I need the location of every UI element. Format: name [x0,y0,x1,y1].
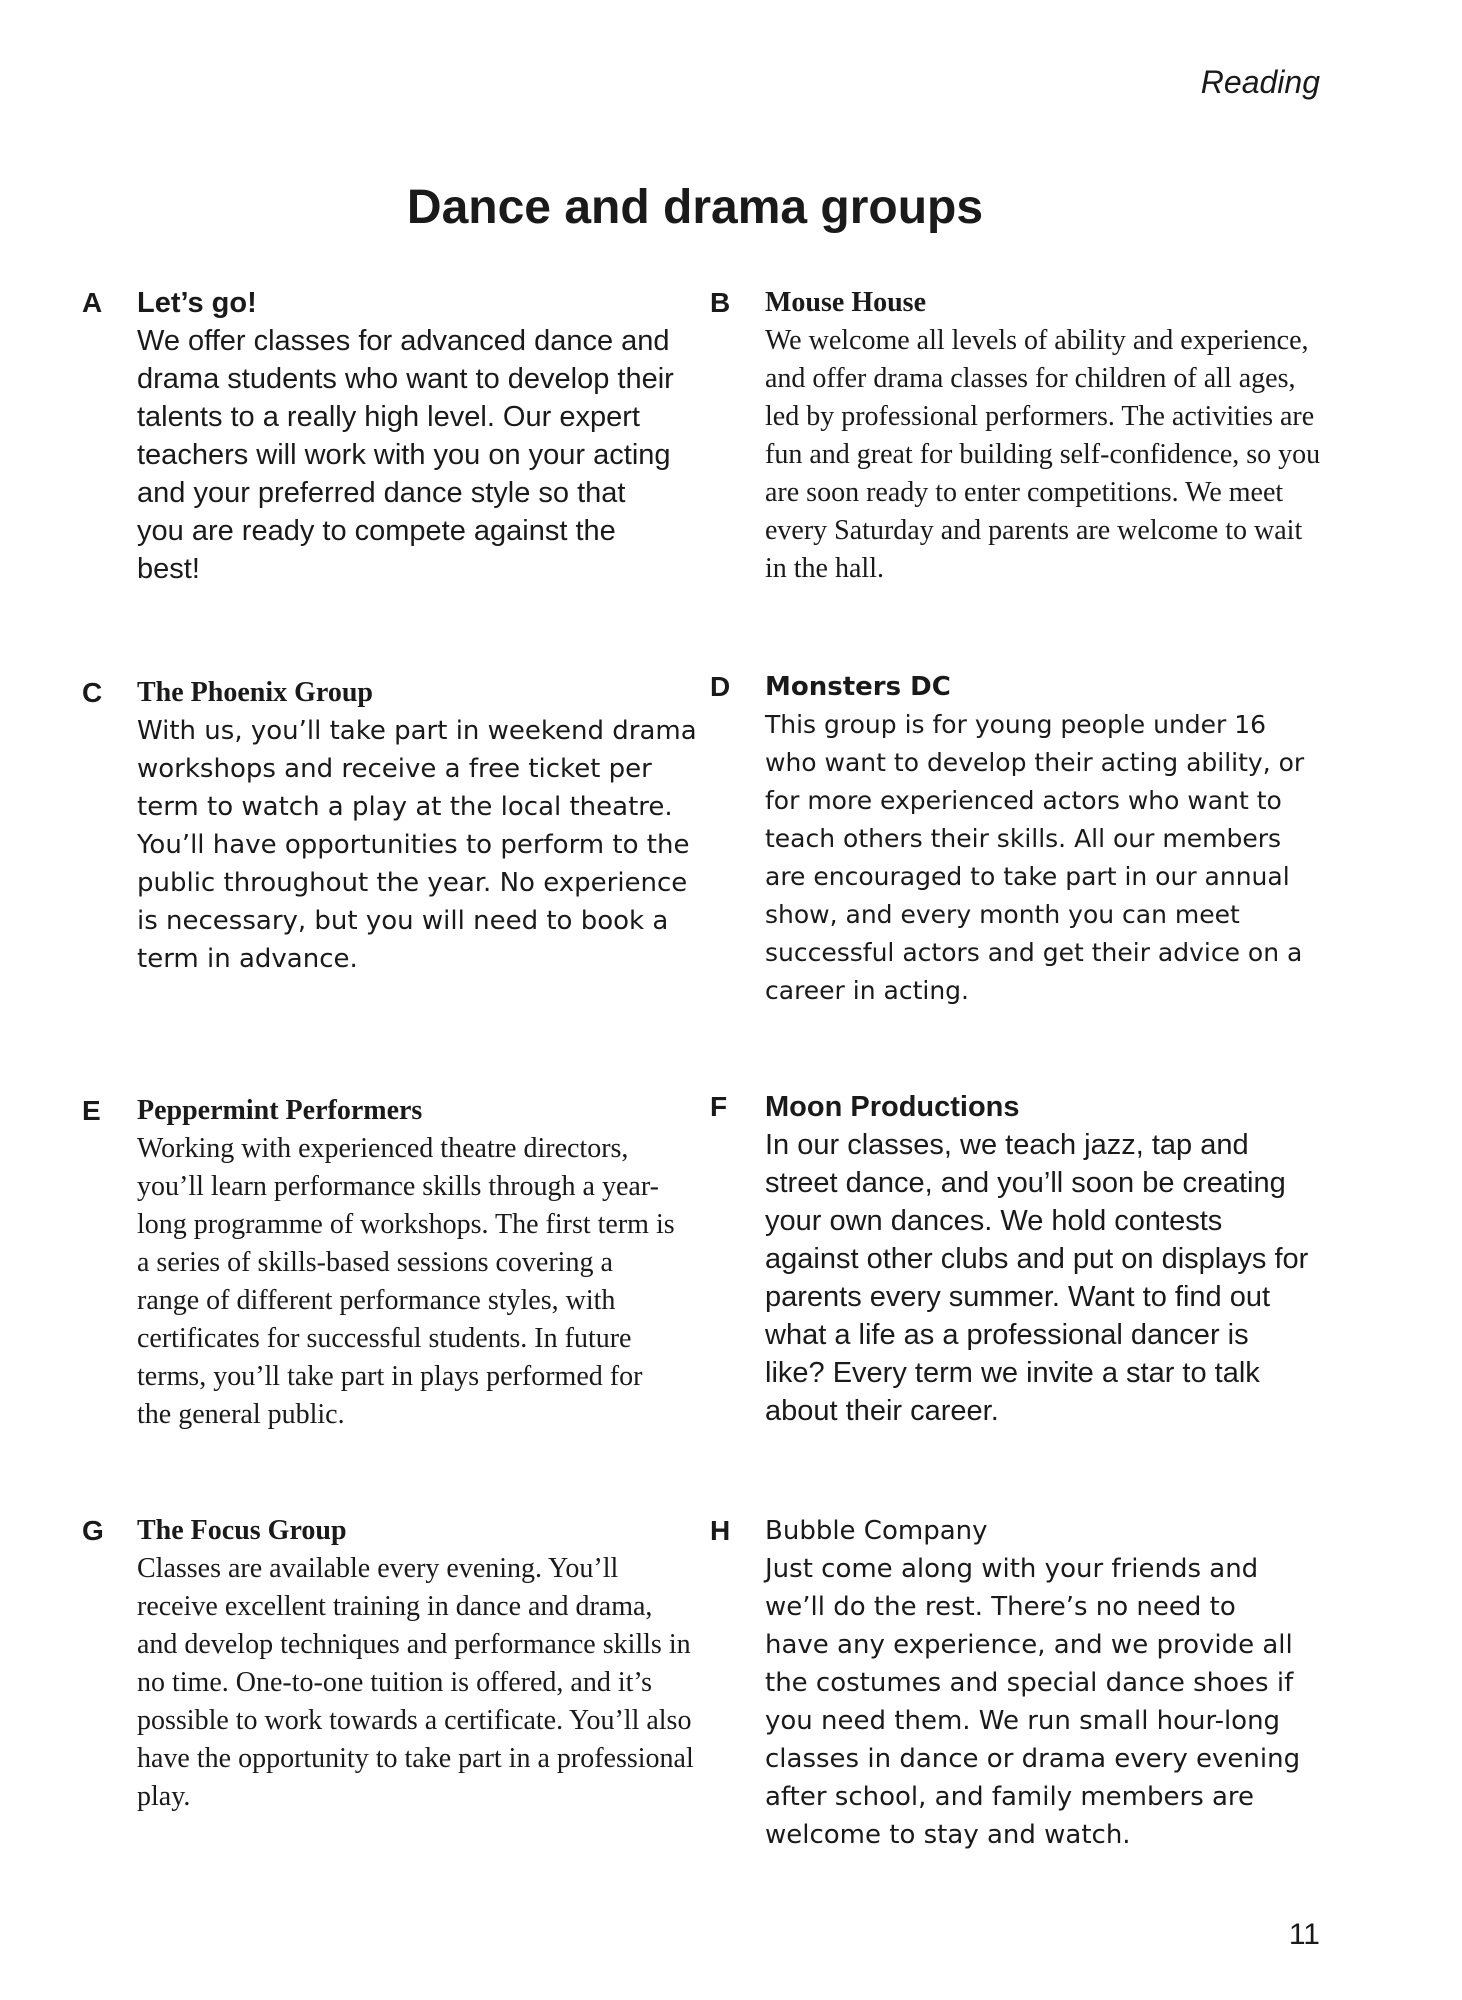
ad-letter: H [710,1515,731,1546]
ad-name: Peppermint Performers [137,1095,423,1126]
ad-b [710,284,1325,588]
ad-letter: E [82,1095,101,1126]
ad-letter: F [710,1091,728,1122]
ad-name: Monsters DC [765,672,951,702]
ad-d [710,668,1325,1010]
ad-h [710,1512,1325,1854]
ad-text: Working with experienced theatre directors, you’ll learn performance skills through a year-long programme of workshops. The first term is a series of skills-based sessions covering a range of different performance styles, with certificates for successful students. In future terms, you’ll take part in plays performed for the general public. [137,1133,675,1430]
ad-letter: B [710,287,731,318]
section-label: Reading [1200,64,1320,100]
ad-name: The Phoenix Group [137,677,373,708]
ad-letter: G [82,1515,104,1546]
ad-name: Bubble Company [765,1516,988,1546]
ad-name: The Focus Group [137,1515,347,1546]
ad-letter: C [82,677,103,708]
ad-text: Classes are available every evening. You’ll receive excellent training in dance and drama, and develop techniques and performance skills in no time. One-to-one tuition is offered, and it’s possible to work towards a certificate. You’ll also have the opportunity to take part in a professional play. [137,1553,694,1812]
ad-text: We offer classes for advanced dance and drama students who want to develop their talents to a really high level. Our expert teachers will work with you on your acting and your preferred dance style so that you are ready to compete against the best! [137,325,674,585]
ad-a [82,284,697,588]
ad-text: In our classes, we teach jazz, tap and street dance, and you’ll soon be creating your own dances. We hold contests against other clubs and put on displays for parents every summer. Want to find out what a life as a professional dancer is like? Every term we invite a star to talk about their career. [765,1129,1309,1427]
ad-c [82,674,697,978]
ad-letter: D [710,671,731,702]
ad-letter: A [82,287,103,318]
page-number: 11 [1288,1918,1320,1951]
ad-e [82,1092,697,1434]
ad-g [82,1512,697,1816]
ad-name: Mouse House [765,287,926,318]
ad-name: Moon Productions [765,1091,1020,1123]
ad-text: Just come along with your friends and we’ll do the rest. There’s no need to have any experience, and we provide all the costumes and special dance shoes if you need them. We run small hour-long classes in dance or drama every evening after school, and family members are welcome to stay and watch. [765,1554,1301,1850]
ad-name: Let’s go! [137,287,257,319]
ad-text: This group is for young people under 16 who want to develop their acting ability, or for more experienced actors who want to teach others their skills. All our members are encouraged to take part in our annual show, and every month you can meet successful actors and get their advice on a career in acting. [765,710,1305,1005]
ad-text: With us, you’ll take part in weekend drama workshops and receive a free ticket per term to watch a play at the local theatre. You’ll have opportunities to perform to the public throughout the year. No experience is necessary, but you will need to book a term in advance. [137,716,697,974]
page-title: Dance and drama groups [406,181,984,234]
ad-text: We welcome all levels of ability and experience, and offer drama classes for children of all ages, led by professional performers. The activities are fun and great for building self-confidence, so you are soon ready to enter competitions. We meet every Saturday and parents are welcome to wait in the hall. [765,325,1321,584]
ad-f [710,1088,1325,1430]
